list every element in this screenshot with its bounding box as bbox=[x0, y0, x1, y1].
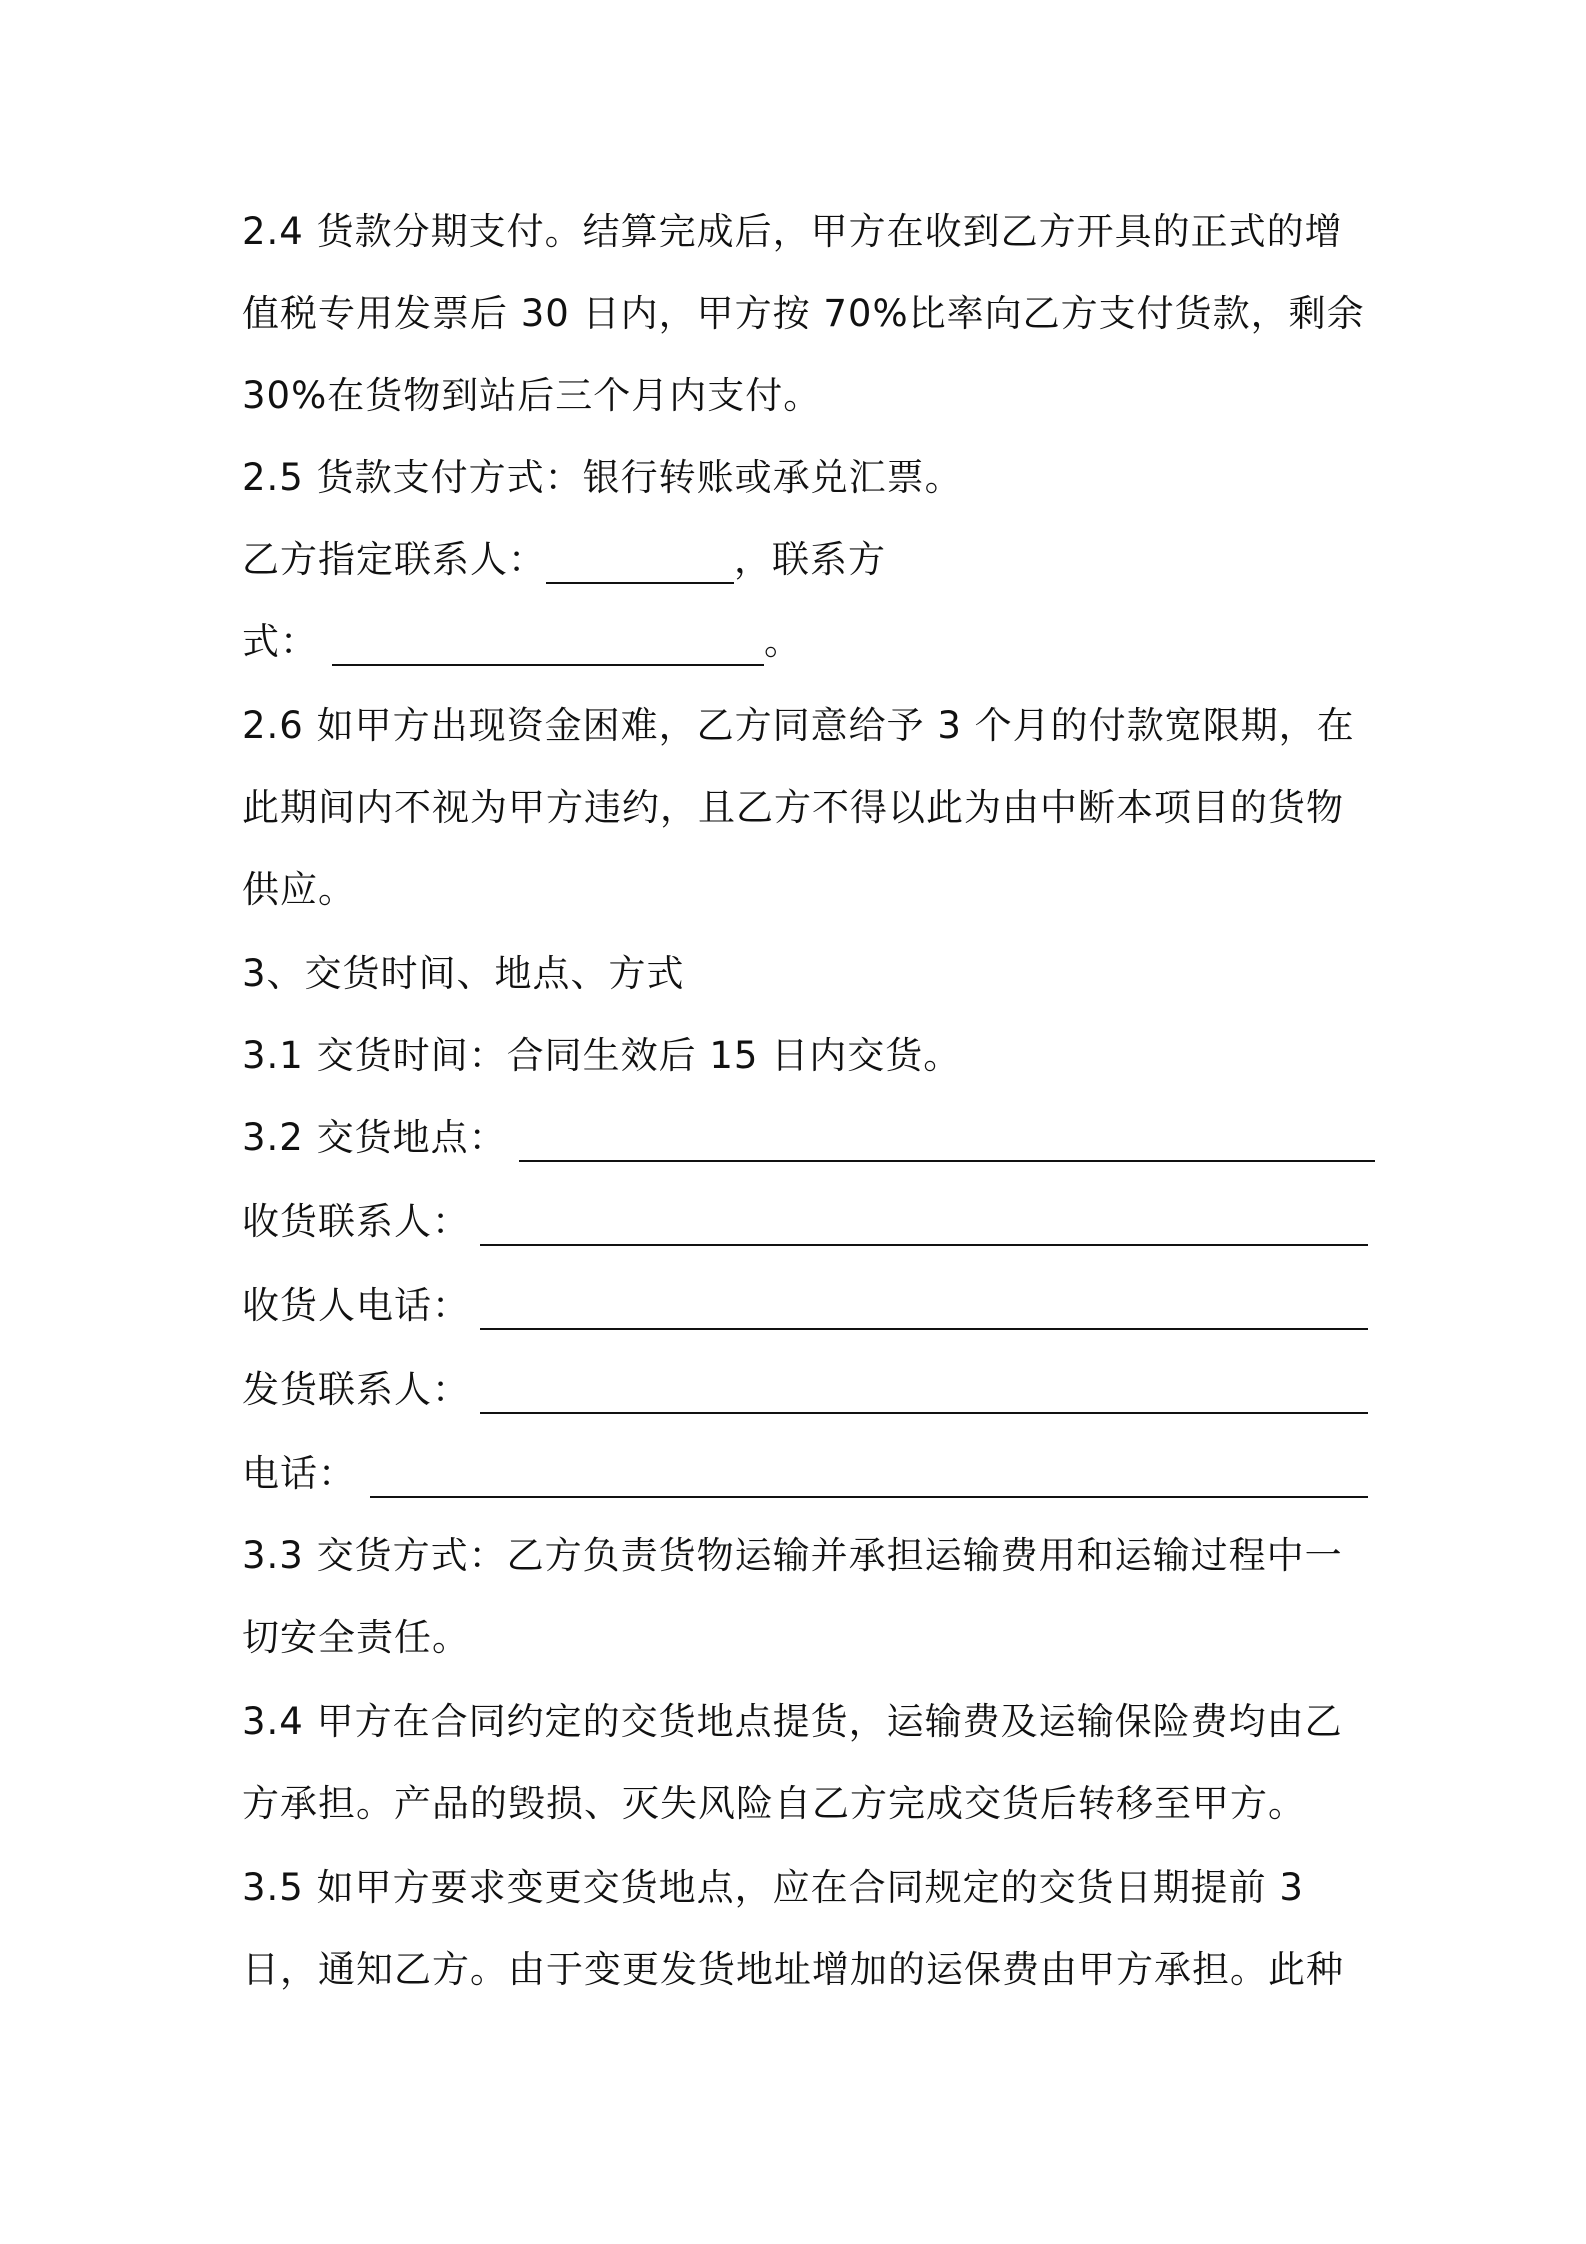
contact-method-line bbox=[242, 600, 802, 684]
paragraph-line: 2.6 如甲方出现资金困难，乙方同意给予 3 个月的付款宽限期，在 bbox=[242, 704, 1355, 747]
paragraph-line: 值税专用发票后 30 日内，甲方按 70%比率向乙方支付货款，剩余 bbox=[242, 292, 1365, 335]
sender-label: 发货联系人： bbox=[242, 1368, 470, 1411]
paragraph-line: 2.5 货款支付方式：银行转账或承兑汇票。 bbox=[242, 456, 963, 499]
paragraph-line: 切安全责任。 bbox=[242, 1616, 470, 1659]
delivery-place-blank[interactable] bbox=[519, 1159, 1375, 1162]
paragraph-line: 3.3 交货方式：乙方负责货物运输并承担运输费用和运输过程中一 bbox=[242, 1534, 1343, 1577]
receiver-phone-line bbox=[242, 1264, 1368, 1348]
contact-person-blank[interactable] bbox=[546, 581, 734, 584]
contact-person-line bbox=[242, 518, 886, 602]
phone-blank[interactable] bbox=[370, 1495, 1368, 1498]
contact-person-label: 乙方指定联系人： bbox=[242, 538, 546, 581]
sender-blank[interactable] bbox=[480, 1411, 1368, 1414]
paragraph-line: 3.5 如甲方要求变更交货地点，应在合同规定的交货日期提前 3 bbox=[242, 1866, 1304, 1909]
phone-line bbox=[242, 1432, 1368, 1516]
contact-method-label: 式： bbox=[242, 620, 318, 663]
paragraph-line: 3.4 甲方在合同约定的交货地点提货，运输费及运输保险费均由乙 bbox=[242, 1700, 1343, 1743]
receiver-line bbox=[242, 1180, 1368, 1264]
paragraph-line: 方承担。产品的毁损、灭失风险自乙方完成交货后转移至甲方。 bbox=[242, 1782, 1306, 1825]
contact-method-blank[interactable] bbox=[332, 663, 764, 666]
paragraph-line: 3.1 交货时间：合同生效后 15 日内交货。 bbox=[242, 1034, 962, 1077]
section-heading: 3、交货时间、地点、方式 bbox=[242, 952, 685, 995]
paragraph-line: 供应。 bbox=[242, 868, 356, 911]
sender-line bbox=[242, 1348, 1368, 1432]
paragraph-line: 日，通知乙方。由于变更发货地址增加的运保费由甲方承担。此种 bbox=[242, 1948, 1344, 1991]
receiver-phone-blank[interactable] bbox=[480, 1327, 1368, 1330]
receiver-label: 收货联系人： bbox=[242, 1200, 470, 1243]
contact-method-prefix: ，联系方 bbox=[734, 538, 886, 581]
delivery-place-label: 3.2 交货地点： bbox=[242, 1116, 507, 1159]
paragraph-line: 30%在货物到站后三个月内支付。 bbox=[242, 374, 822, 417]
phone-label: 电话： bbox=[242, 1452, 356, 1495]
receiver-blank[interactable] bbox=[480, 1243, 1368, 1246]
delivery-place-line bbox=[242, 1096, 1375, 1180]
receiver-phone-label: 收货人电话： bbox=[242, 1284, 470, 1327]
contact-method-suffix: 。 bbox=[764, 620, 802, 663]
paragraph-line: 2.4 货款分期支付。结算完成后，甲方在收到乙方开具的正式的增 bbox=[242, 210, 1343, 253]
paragraph-line: 此期间内不视为甲方违约，且乙方不得以此为由中断本项目的货物 bbox=[242, 786, 1344, 829]
